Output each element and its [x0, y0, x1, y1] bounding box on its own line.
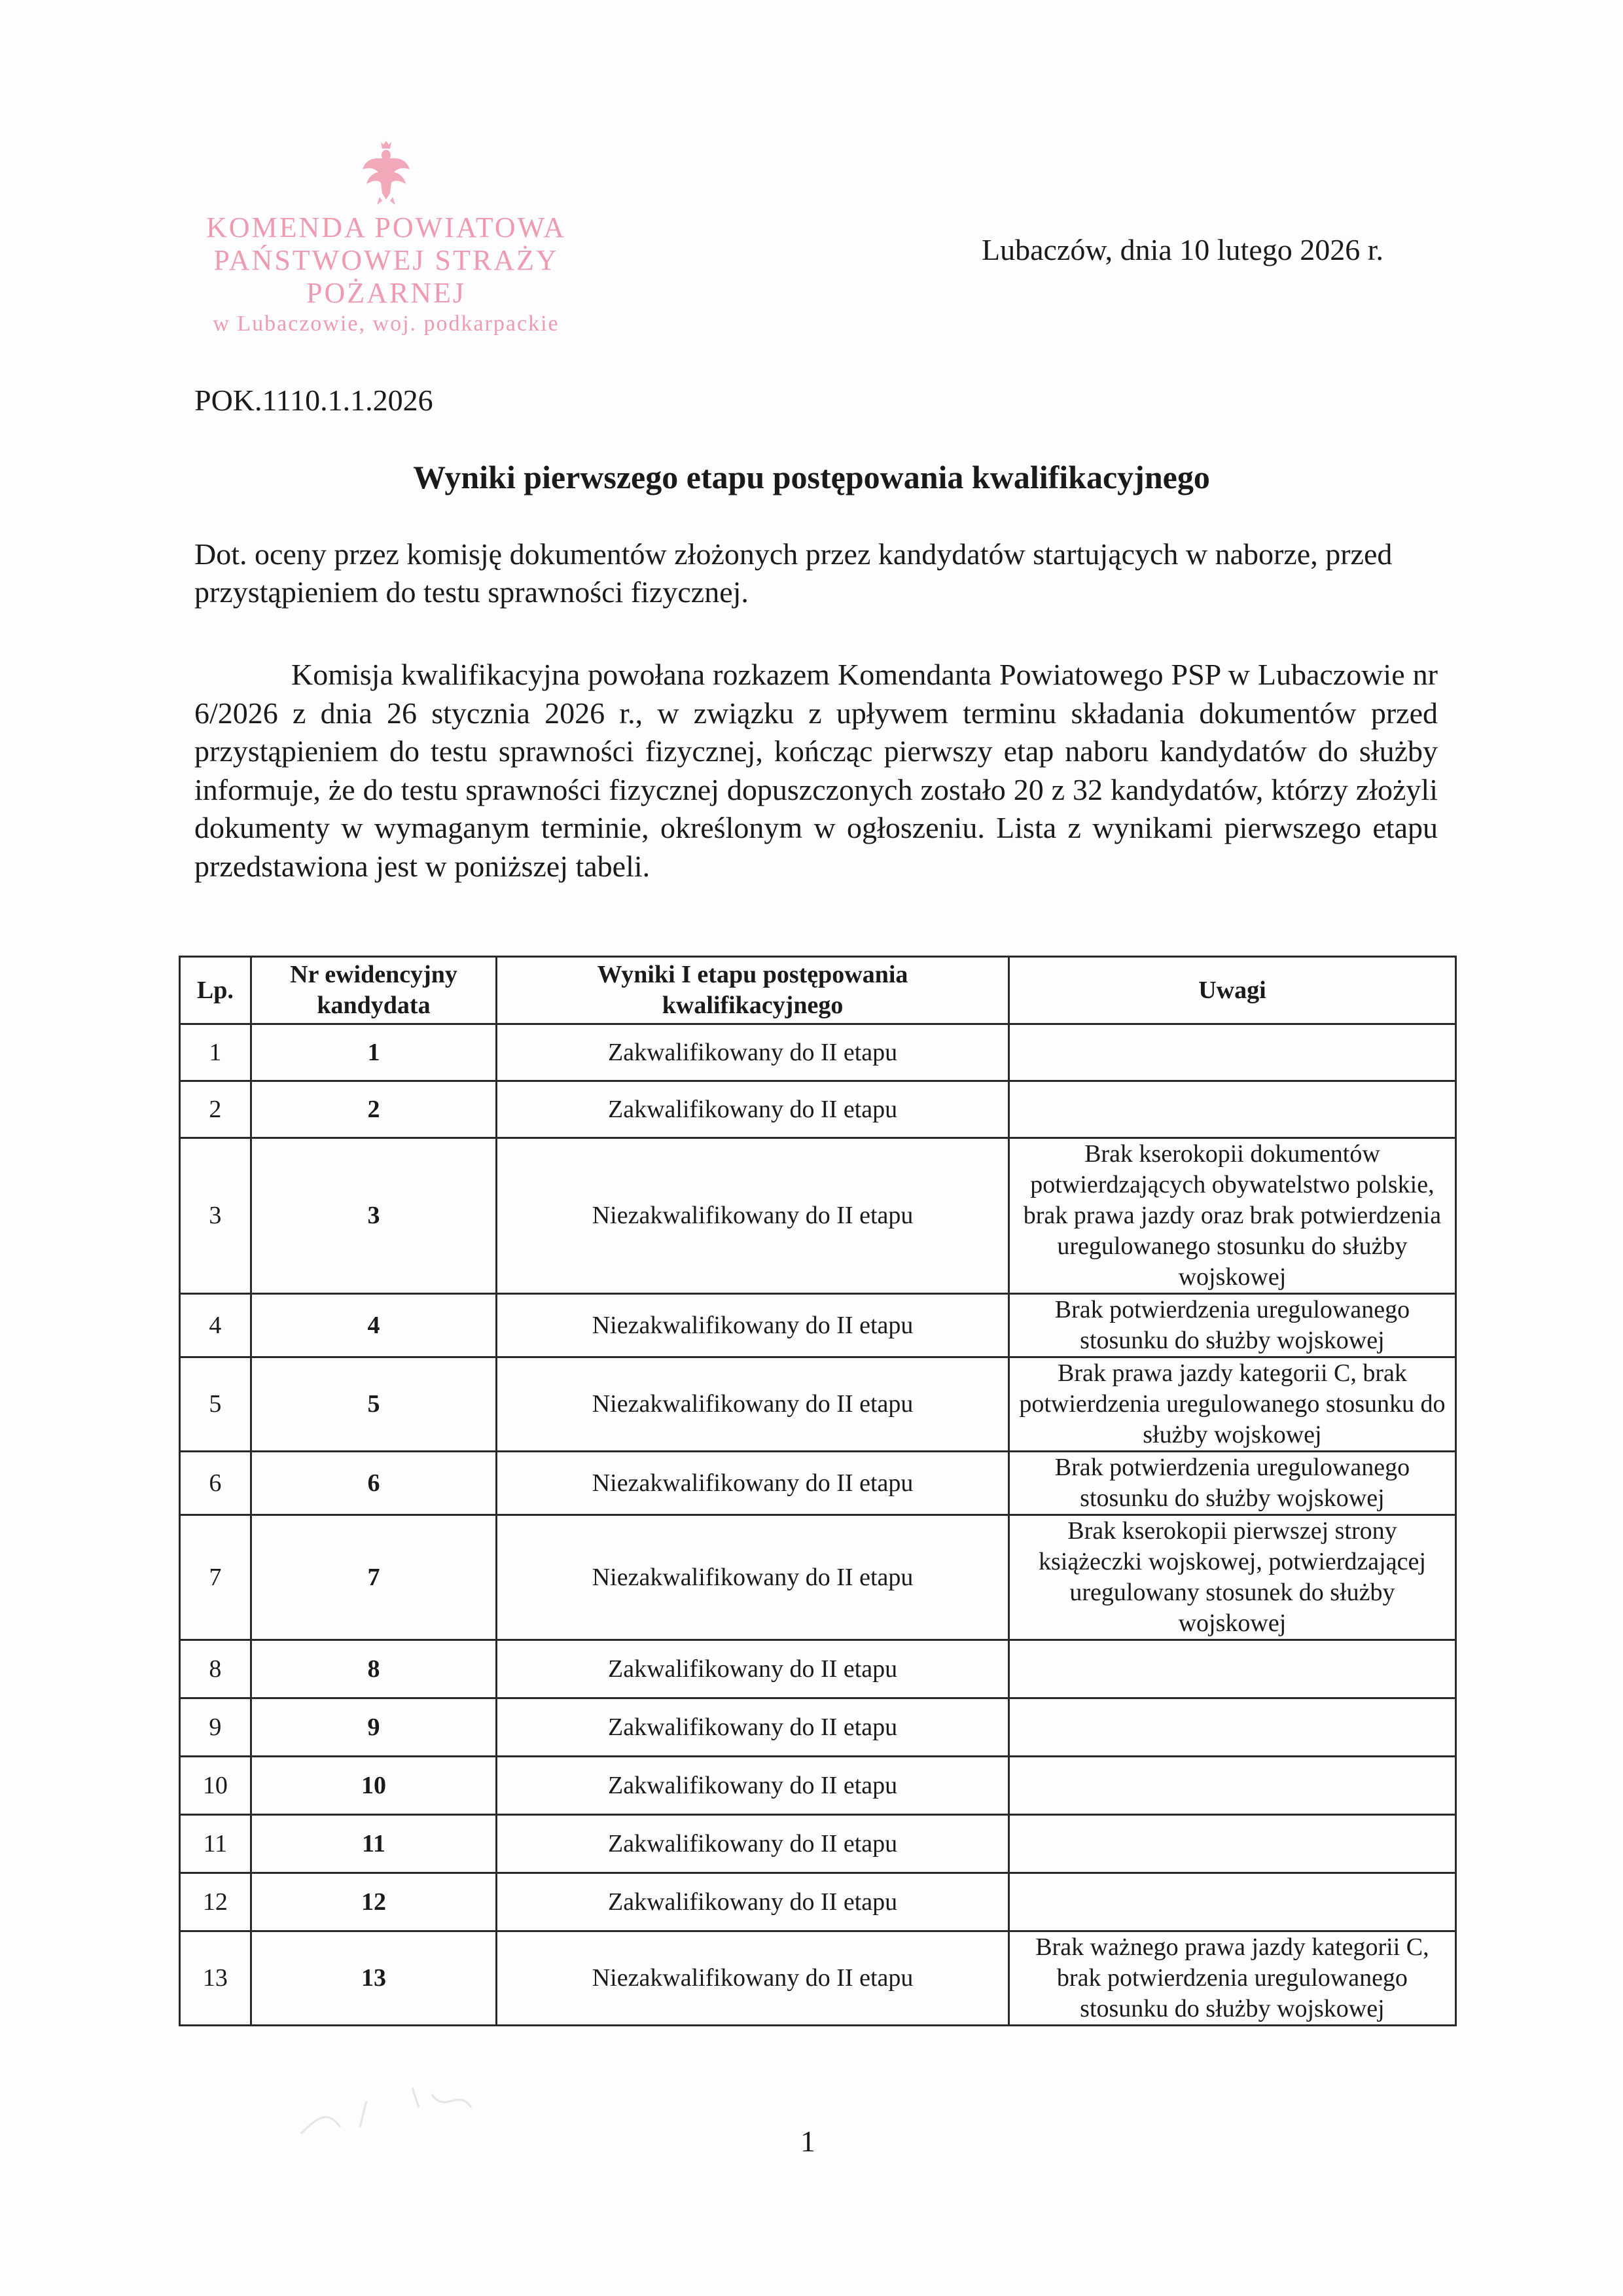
results-table	[179, 956, 1457, 2026]
cell-lp: 1	[180, 1024, 251, 1081]
table-row	[180, 1081, 1456, 1138]
cell-candidate-number: 8	[251, 1640, 497, 1698]
cell-result: Niezakwalifikowany do II etapu	[497, 1515, 1009, 1640]
table-row	[180, 1357, 1456, 1452]
table-row	[180, 1138, 1456, 1294]
table-row	[180, 1873, 1456, 1931]
cell-result: Zakwalifikowany do II etapu	[497, 1024, 1009, 1081]
cell-remarks: Brak kserokopii pierwszej strony książeczki wojskowej, potwierdzającej uregulowany stosunek do służby wojskowej	[1008, 1515, 1455, 1640]
cell-candidate-number: 4	[251, 1294, 497, 1357]
cell-candidate-number: 5	[251, 1357, 497, 1452]
page-number: 1	[800, 2125, 815, 2158]
document-title: Wyniki pierwszego etapu postępowania kwalifikacyjnego	[413, 459, 1210, 495]
cell-remarks	[1008, 1815, 1455, 1873]
cell-candidate-number: 12	[251, 1873, 497, 1931]
table-row	[180, 1931, 1456, 2026]
cell-lp: 8	[180, 1640, 251, 1698]
cell-candidate-number: 9	[251, 1698, 497, 1757]
cell-remarks	[1008, 1757, 1455, 1815]
cell-lp: 4	[180, 1294, 251, 1357]
table-row	[180, 1515, 1456, 1640]
cell-lp: 13	[180, 1931, 251, 2026]
cell-lp: 9	[180, 1698, 251, 1757]
cell-result: Zakwalifikowany do II etapu	[497, 1640, 1009, 1698]
stamp-line-3: w Lubaczowie, woj. podkarpackie	[213, 312, 560, 336]
cell-result: Niezakwalifikowany do II etapu	[497, 1294, 1009, 1357]
cell-remarks: Brak prawa jazdy kategorii C, brak potwierdzenia uregulowanego stosunku do służby wojskowej	[1008, 1357, 1455, 1452]
cell-remarks: Brak kserokopii dokumentów potwierdzających obywatelstwo polskie, brak prawa jazdy oraz brak potwierdzenia uregulowanego stosunku do służby wojskowej	[1008, 1138, 1455, 1294]
cell-result: Niezakwalifikowany do II etapu	[497, 1357, 1009, 1452]
polish-eagle-emblem-icon	[360, 141, 412, 206]
table-header-row	[180, 957, 1456, 1024]
cell-lp: 6	[180, 1452, 251, 1515]
table-row	[180, 1294, 1456, 1357]
body-paragraph: Komisja kwalifikacyjna powołana rozkazem Komendanta Powiatowego PSP w Lubaczowie nr 6/2026 z dnia 26 stycznia 2026 r., w związku z upływem terminu składania dokumentów przed przystąpieniem do testu sprawności fizycznej, kończąc pierwszy etap naboru kandydatów do służby informuje, że do testu sprawności fizycznej dopuszczonych zostało 20 z 32 kandydatów, którzy złożyli dokumenty w wymaganym terminie, określonym w ogłoszeniu. Lista z wynikami pierwszego etapu przedstawiona jest w poniższej tabeli.	[194, 658, 1438, 883]
cell-result: Zakwalifikowany do II etapu	[497, 1698, 1009, 1757]
reference-number: POK.1110.1.1.2026	[194, 384, 433, 417]
cell-result: Zakwalifikowany do II etapu	[497, 1757, 1009, 1815]
office-stamp	[157, 141, 615, 338]
faint-signature-mark	[288, 2075, 615, 2147]
cell-remarks	[1008, 1081, 1455, 1138]
cell-lp: 3	[180, 1138, 251, 1294]
stamp-line-1: KOMENDA POWIATOWA	[205, 211, 567, 243]
table-row	[180, 1024, 1456, 1081]
cell-result: Niezakwalifikowany do II etapu	[497, 1138, 1009, 1294]
stamp-line-2: PAŃSTWOWEJ STRAŻY POŻARNEJ	[213, 244, 559, 309]
cell-candidate-number: 6	[251, 1452, 497, 1515]
place-and-date: Lubaczów, dnia 10 lutego 2026 r.	[982, 233, 1384, 266]
cell-remarks: Brak ważnego prawa jazdy kategorii C, brak potwierdzenia uregulowanego stosunku do służby wojskowej	[1008, 1931, 1455, 2026]
cell-result: Niezakwalifikowany do II etapu	[497, 1931, 1009, 2026]
header-result: Wyniki I etapu postępowania kwalifikacyjnego	[497, 957, 1009, 1024]
cell-result: Zakwalifikowany do II etapu	[497, 1815, 1009, 1873]
cell-result: Zakwalifikowany do II etapu	[497, 1873, 1009, 1931]
cell-remarks: Brak potwierdzenia uregulowanego stosunku do służby wojskowej	[1008, 1294, 1455, 1357]
cell-candidate-number: 13	[251, 1931, 497, 2026]
cell-candidate-number: 3	[251, 1138, 497, 1294]
cell-remarks: Brak potwierdzenia uregulowanego stosunku do służby wojskowej	[1008, 1452, 1455, 1515]
cell-lp: 2	[180, 1081, 251, 1138]
cell-remarks	[1008, 1698, 1455, 1757]
cell-candidate-number: 2	[251, 1081, 497, 1138]
cell-candidate-number: 7	[251, 1515, 497, 1640]
table-row	[180, 1698, 1456, 1757]
cell-result: Niezakwalifikowany do II etapu	[497, 1452, 1009, 1515]
cell-lp: 11	[180, 1815, 251, 1873]
header-remarks: Uwagi	[1008, 957, 1455, 1024]
cell-candidate-number: 1	[251, 1024, 497, 1081]
cell-lp: 10	[180, 1757, 251, 1815]
cell-remarks	[1008, 1873, 1455, 1931]
header-lp: Lp.	[180, 957, 251, 1024]
table-row	[180, 1815, 1456, 1873]
table-row	[180, 1640, 1456, 1698]
cell-candidate-number: 11	[251, 1815, 497, 1873]
table-row	[180, 1452, 1456, 1515]
cell-candidate-number: 10	[251, 1757, 497, 1815]
cell-remarks	[1008, 1024, 1455, 1081]
cell-result: Zakwalifikowany do II etapu	[497, 1081, 1009, 1138]
table-row	[180, 1757, 1456, 1815]
cell-lp: 12	[180, 1873, 251, 1931]
cell-lp: 7	[180, 1515, 251, 1640]
subject-line: Dot. oceny przez komisję dokumentów złożonych przez kandydatów startujących w naborze, przed przystąpieniem do testu sprawności fizycznej.	[194, 537, 1393, 609]
header-candidate-number: Nr ewidencyjny kandydata	[251, 957, 497, 1024]
cell-remarks	[1008, 1640, 1455, 1698]
cell-lp: 5	[180, 1357, 251, 1452]
